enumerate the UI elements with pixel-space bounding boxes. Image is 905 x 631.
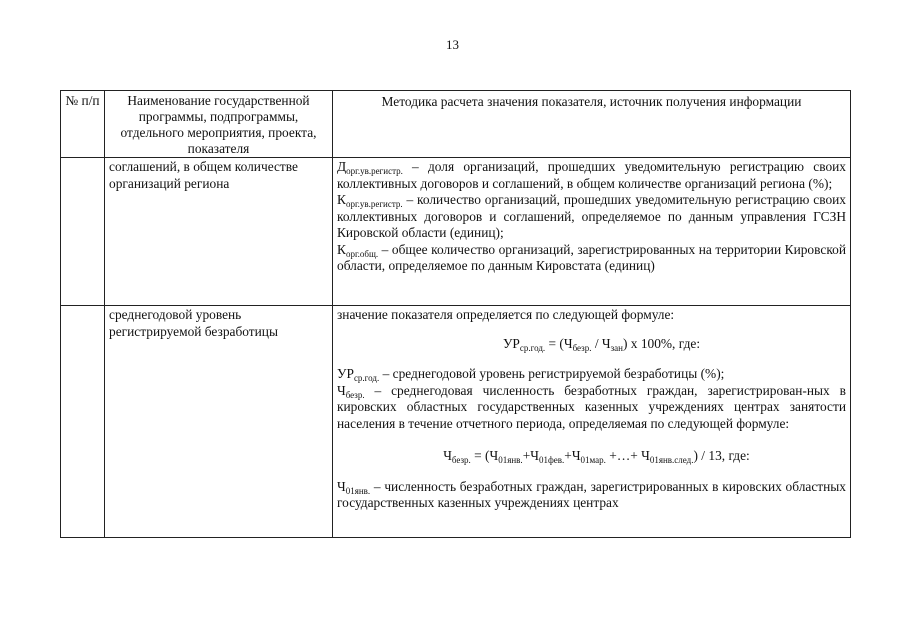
definition-text: – среднегодовая численность безработных граждан, зарегистрирован-ных в кировских областных государственных казенных учреждениях центрах занятости населения в течение отчетного периода, определяемая по следующей формуле:	[337, 382, 846, 431]
table-row	[61, 306, 851, 538]
row-num-cell	[61, 158, 105, 306]
formula-ur: $УР_{ср.год.} = (Ч_{безр.} / Ч_{зан})$ х 100%, где:	[502, 335, 701, 353]
definition-d	[337, 159, 846, 192]
var-symbol: Д	[337, 159, 347, 174]
formula-ch: $Ч_{безр.} = (Ч_{01янв.}+Ч_{01фев.}+Ч_{01мар.}$ +…+ $Ч_{01янв.след.}) / 13$, где:	[443, 448, 750, 465]
var-subscript: орг.ув.регистр.	[345, 199, 403, 209]
row-method-cell	[333, 306, 851, 538]
var-symbol: Ч	[337, 382, 346, 398]
row-name-cell: соглашений, в общем количестве организаций региона	[105, 158, 333, 306]
table-row	[61, 158, 851, 306]
row-method-cell	[333, 158, 851, 306]
table-header-row	[61, 91, 851, 158]
definition-text: – доля организаций, прошедших уведомительную регистрацию своих коллективных договоров и соглашений, в общем количестве организаций региона (%);	[337, 159, 846, 191]
row-num-cell	[61, 306, 105, 538]
indicator-table	[60, 90, 851, 538]
definition-text: – общее количество организаций, зарегистрированных на территории Кировской области, определяемое по данным Кировстата (единиц)	[337, 241, 846, 273]
definition-text: – численность безработных граждан, зарегистрированных в кировских областных государственных казенных учреждениях центрах	[337, 478, 846, 510]
definition-text: – количество организаций, прошедших уведомительную регистрацию своих коллективных договоров и соглашений, определяемое по данным управления ГСЗН Кировской области (единиц);	[337, 192, 846, 240]
var-subscript: орг.общ.	[345, 248, 379, 259]
var-symbol: К	[337, 241, 346, 257]
page-number: 13	[446, 37, 459, 52]
definition-k2	[337, 242, 846, 275]
row-name-cell: среднегодовой уровень регистрируемой безработицы	[105, 306, 333, 538]
var-subscript: ср.год.	[353, 373, 380, 383]
var-subscript: безр.	[345, 389, 365, 400]
formula-intro: значение показателя определяется по следующей формуле:	[337, 307, 675, 322]
var-subscript: 01янв.	[345, 485, 371, 496]
var-symbol: Ч	[337, 478, 346, 494]
header-method: Методика расчета значения показателя, источник получения информации	[333, 91, 851, 158]
var-symbol: УР	[337, 366, 354, 381]
definition-j	[337, 479, 846, 512]
header-num: № п/п	[61, 91, 105, 158]
definition-ur	[337, 366, 846, 383]
var-symbol: К	[337, 192, 346, 207]
header-name: Наименование государственной программы, подпрограммы, отдельного мероприятия, проекта, показателя	[105, 91, 333, 158]
var-subscript: орг.ув.регистр.	[346, 166, 403, 176]
definition-ch	[337, 383, 846, 433]
definition-k1	[337, 192, 846, 242]
definition-text: – среднегодовой уровень регистрируемой безработицы (%);	[379, 366, 725, 381]
